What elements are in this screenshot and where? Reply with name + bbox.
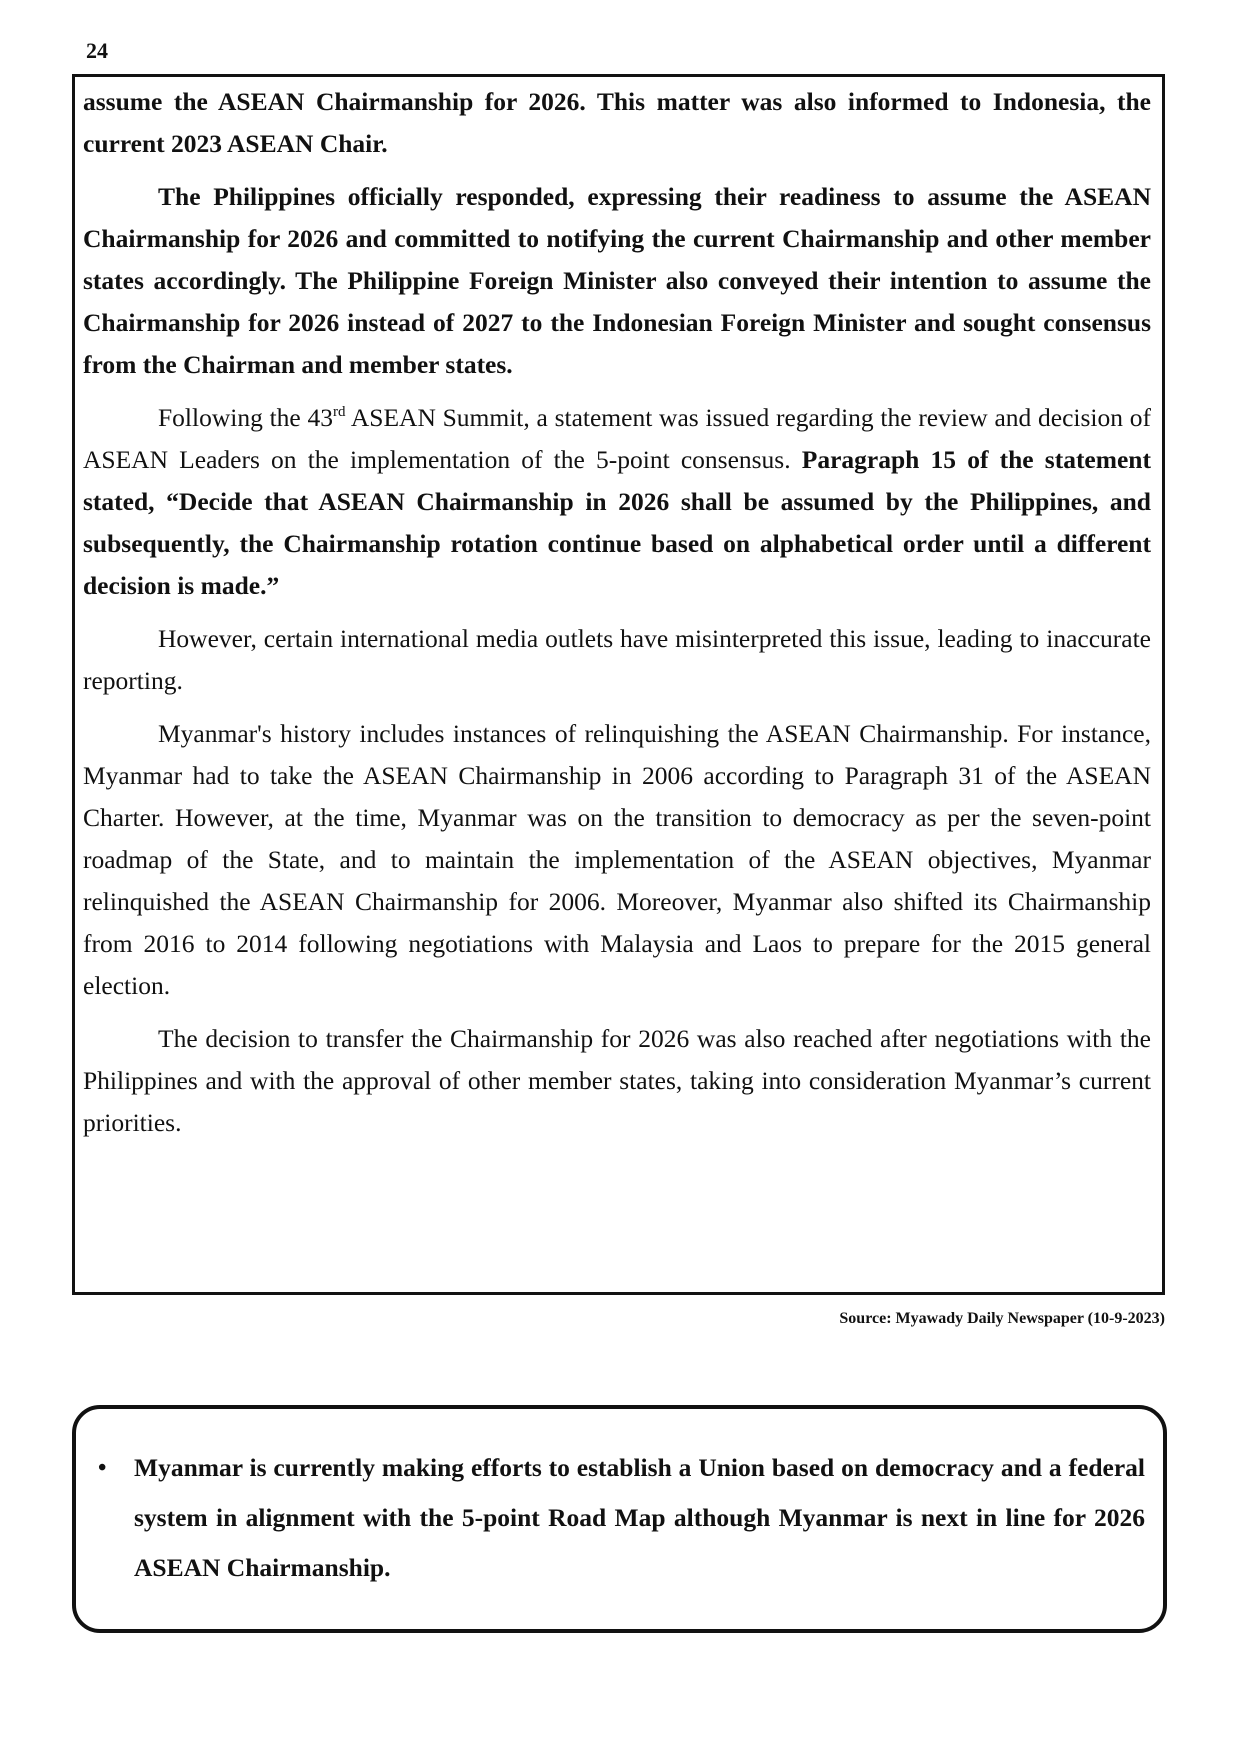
highlight-item xyxy=(94,1443,1145,1593)
highlight-text: Myanmar is currently making efforts to establish a Union based on democracy and a federal system in alignment with the 5-point Road Map although Myanmar is next in line for 2026 ASEAN Chairmanship. xyxy=(134,1453,1145,1582)
paragraph-3-lead: Following the 43 xyxy=(158,403,334,432)
paragraph-4: However, certain international media outlets have misinterpreted this issue, leading to inaccurate reporting. xyxy=(83,624,1151,695)
source-citation: Source: Myawady Daily Newspaper (10-9-2023) xyxy=(839,1310,1165,1327)
paragraph-3-quote: Paragraph 15 of the statement stated, “Decide that ASEAN Chairmanship in 2026 shall be assumed by the Philippines, and subsequently, the Chairmanship rotation continue based on alphabetical order until a different decision is made.” xyxy=(83,445,1151,600)
highlight-box xyxy=(72,1405,1167,1633)
paragraph-3-body: ASEAN Summit, a statement was issued regarding the review and decision of ASEAN Leaders on the implementation of the 5-point consensus. xyxy=(83,403,1151,474)
paragraph-1: assume the ASEAN Chairmanship for 2026. This matter was also informed to Indonesia, the current 2023 ASEAN Chair. xyxy=(83,87,1151,158)
paragraph-3 xyxy=(83,397,1151,607)
bullet-icon: • xyxy=(98,1455,107,1481)
page-number: 24 xyxy=(86,38,108,63)
ordinal-suffix: rd xyxy=(333,404,346,420)
paragraph-5: Myanmar's history includes instances of relinquishing the ASEAN Chairmanship. For instance, Myanmar had to take the ASEAN Chairmanship in 2006 according to Paragraph 31 of the ASEAN Charter. However, at the time, Myanmar was on the transition to democracy as per the seven-point roadmap of the State, and to maintain the implementation of the ASEAN objectives, Myanmar relinquished the ASEAN Chairmanship for 2006. Moreover, Myanmar also shifted its Chairmanship from 2016 to 2014 following negotiations with Malaysia and Laos to prepare for the 2015 general election. xyxy=(83,719,1151,1000)
paragraph-2: The Philippines officially responded, expressing their readiness to assume the ASEAN Chairmanship for 2026 and committed to notifying the current Chairmanship and other member states accordingly. The Philippine Foreign Minister also conveyed their intention to assume the Chairmanship for 2026 instead of 2027 to the Indonesian Foreign Minister and sought consensus from the Chairman and member states. xyxy=(83,182,1151,379)
paragraph-6: The decision to transfer the Chairmanship for 2026 was also reached after negotiations with the Philippines and with the approval of other member states, taking into consideration Myanmar’s current priorities. xyxy=(83,1024,1151,1137)
highlight-list xyxy=(94,1443,1145,1593)
article-box xyxy=(72,74,1165,1295)
